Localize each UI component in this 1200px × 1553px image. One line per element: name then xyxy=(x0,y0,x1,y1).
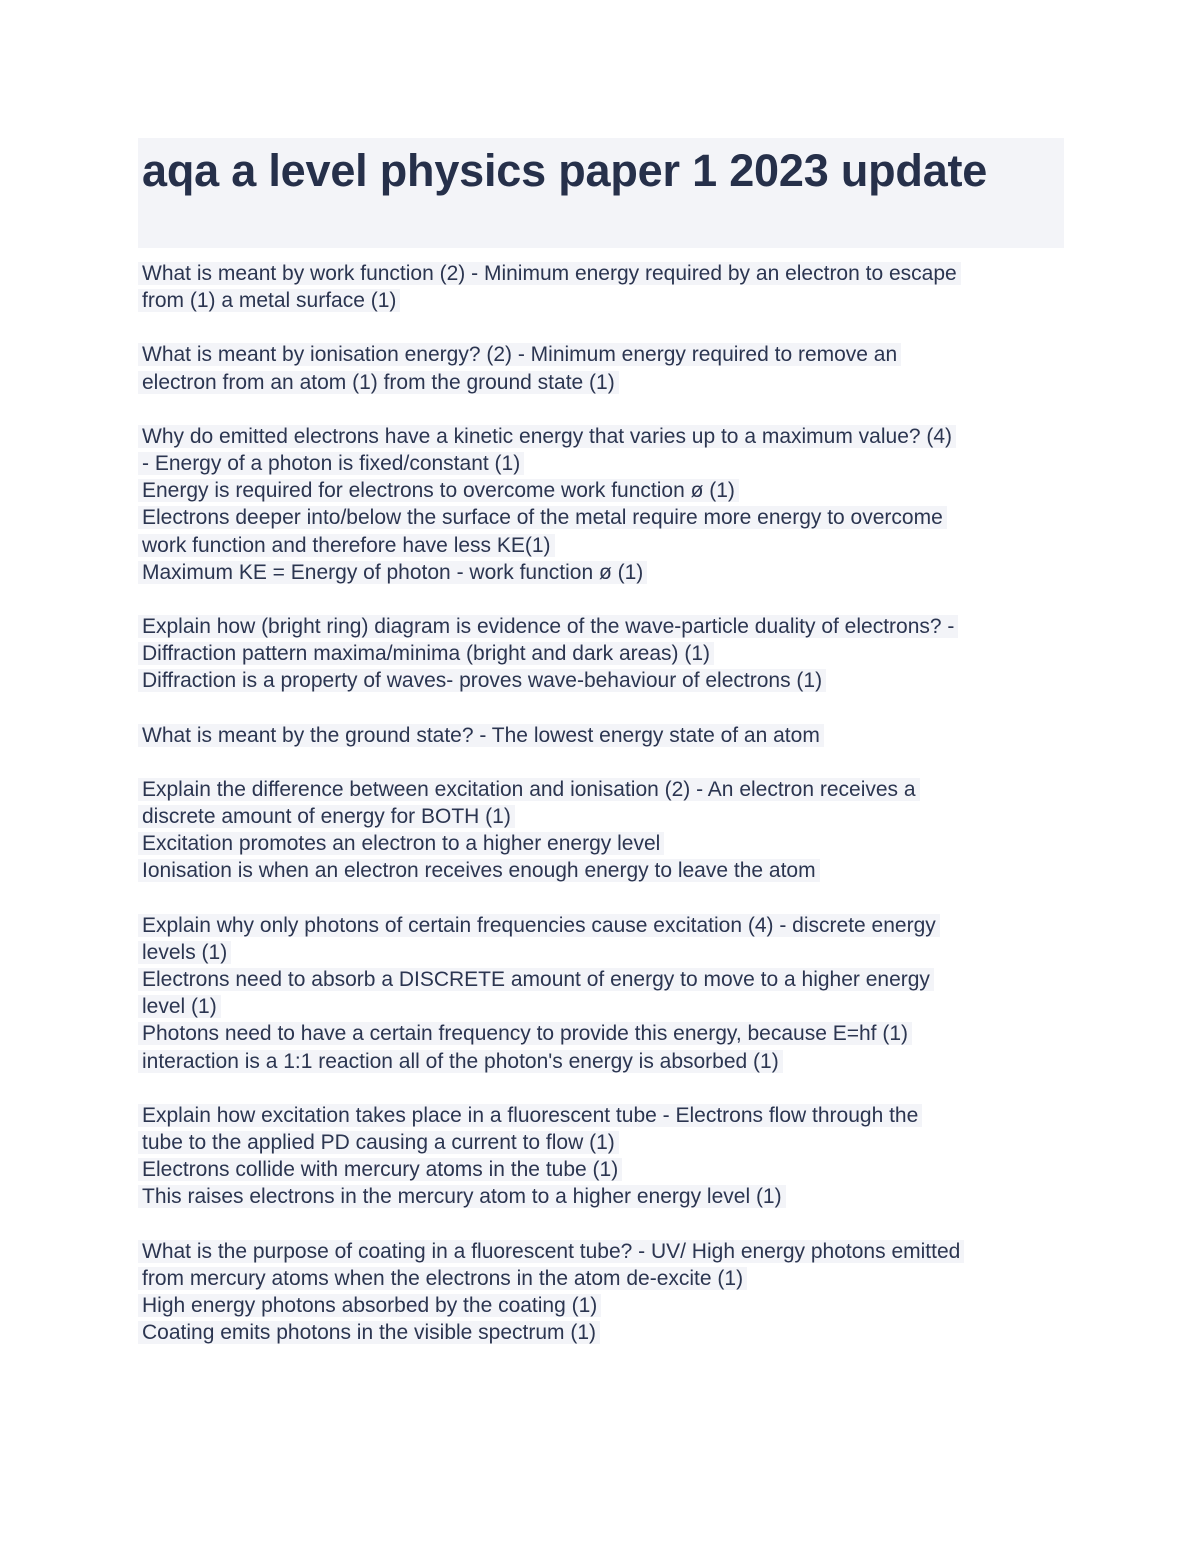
qa-line xyxy=(138,287,1064,314)
qa-line-text: work function and therefore have less KE(1) xyxy=(138,534,555,557)
qa-line-text: Coating emits photons in the visible spectrum (1) xyxy=(138,1321,600,1344)
qa-line-text: Electrons collide with mercury atoms in the tube (1) xyxy=(138,1158,622,1181)
qa-line-text: from (1) a metal surface (1) xyxy=(138,289,400,312)
qa-line-text: level (1) xyxy=(138,995,221,1018)
qa-line xyxy=(138,776,1064,803)
qa-line xyxy=(138,830,1064,857)
document-page xyxy=(138,138,1064,1374)
qa-line-text: Maximum KE = Energy of photon - work function ø (1) xyxy=(138,561,647,584)
qa-line-text: Explain why only photons of certain frequencies cause excitation (4) - discrete energy xyxy=(138,914,940,937)
qa-line xyxy=(138,1129,1064,1156)
qa-line-text: Diffraction is a property of waves- proves wave-behaviour of electrons (1) xyxy=(138,669,826,692)
qa-line-text: Why do emitted electrons have a kinetic energy that varies up to a maximum value? (4) xyxy=(138,425,956,448)
qa-line-text: What is the purpose of coating in a fluorescent tube? - UV/ High energy photons emitted xyxy=(138,1240,964,1263)
qa-line xyxy=(138,1156,1064,1183)
qa-line-text: What is meant by the ground state? - The lowest energy state of an atom xyxy=(138,724,824,747)
qa-line xyxy=(138,1238,1064,1265)
qa-entry xyxy=(138,722,1064,749)
qa-line xyxy=(138,993,1064,1020)
qa-line-text: What is meant by work function (2) - Minimum energy required by an electron to escape xyxy=(138,262,961,285)
qa-entry xyxy=(138,613,1064,695)
qa-entry xyxy=(138,1238,1064,1347)
qa-line xyxy=(138,532,1064,559)
qa-line xyxy=(138,722,1064,749)
qa-line-text: levels (1) xyxy=(138,941,231,964)
qa-line xyxy=(138,803,1064,830)
qa-entry xyxy=(138,260,1064,314)
qa-entry xyxy=(138,1102,1064,1211)
qa-line-text: Explain how excitation takes place in a fluorescent tube - Electrons flow through the xyxy=(138,1104,922,1127)
qa-line xyxy=(138,667,1064,694)
qa-line-text: Photons need to have a certain frequency to provide this energy, because E=hf (1) xyxy=(138,1022,912,1045)
qa-line xyxy=(138,450,1064,477)
qa-line xyxy=(138,1265,1064,1292)
qa-line-text: This raises electrons in the mercury atom to a higher energy level (1) xyxy=(138,1185,786,1208)
qa-line xyxy=(138,1020,1064,1047)
qa-line xyxy=(138,1048,1064,1075)
qa-line-text: from mercury atoms when the electrons in the atom de-excite (1) xyxy=(138,1267,747,1290)
qa-line-text: High energy photons absorbed by the coating (1) xyxy=(138,1294,601,1317)
qa-line xyxy=(138,857,1064,884)
qa-line xyxy=(138,369,1064,396)
qa-line-text: tube to the applied PD causing a current to flow (1) xyxy=(138,1131,619,1154)
qa-line xyxy=(138,1183,1064,1210)
qa-line xyxy=(138,640,1064,667)
qa-line-text: Energy is required for electrons to overcome work function ø (1) xyxy=(138,479,739,502)
qa-line-text: What is meant by ionisation energy? (2) - Minimum energy required to remove an xyxy=(138,343,901,366)
qa-line xyxy=(138,966,1064,993)
qa-line xyxy=(138,1319,1064,1346)
qa-line xyxy=(138,260,1064,287)
qa-entry xyxy=(138,341,1064,395)
qa-entry xyxy=(138,912,1064,1075)
qa-line xyxy=(138,477,1064,504)
qa-line-text: electron from an atom (1) from the ground state (1) xyxy=(138,371,619,394)
qa-list xyxy=(138,260,1064,1347)
qa-line-text: Electrons deeper into/below the surface of the metal require more energy to overcome xyxy=(138,506,947,529)
qa-line-text: interaction is a 1:1 reaction all of the photon's energy is absorbed (1) xyxy=(138,1050,783,1073)
qa-line-text: Explain the difference between excitation and ionisation (2) - An electron receives a xyxy=(138,778,920,801)
qa-line-text: Excitation promotes an electron to a higher energy level xyxy=(138,832,664,855)
qa-line-text: Diffraction pattern maxima/minima (bright and dark areas) (1) xyxy=(138,642,714,665)
qa-entry xyxy=(138,776,1064,885)
qa-line-text: Ionisation is when an electron receives enough energy to leave the atom xyxy=(138,859,820,882)
qa-line xyxy=(138,1102,1064,1129)
qa-line xyxy=(138,559,1064,586)
qa-line-text: - Energy of a photon is fixed/constant (1) xyxy=(138,452,524,475)
qa-line xyxy=(138,912,1064,939)
qa-line-text: Electrons need to absorb a DISCRETE amount of energy to move to a higher energy xyxy=(138,968,934,991)
title-banner xyxy=(138,138,1064,248)
qa-line-text: Explain how (bright ring) diagram is evidence of the wave-particle duality of electrons? - xyxy=(138,615,958,638)
qa-line xyxy=(138,939,1064,966)
qa-line xyxy=(138,1292,1064,1319)
qa-entry xyxy=(138,423,1064,586)
qa-line xyxy=(138,341,1064,368)
qa-line xyxy=(138,613,1064,640)
qa-line xyxy=(138,504,1064,531)
qa-line-text: discrete amount of energy for BOTH (1) xyxy=(138,805,515,828)
document-title: aqa a level physics paper 1 2023 update xyxy=(142,145,988,196)
qa-line xyxy=(138,423,1064,450)
